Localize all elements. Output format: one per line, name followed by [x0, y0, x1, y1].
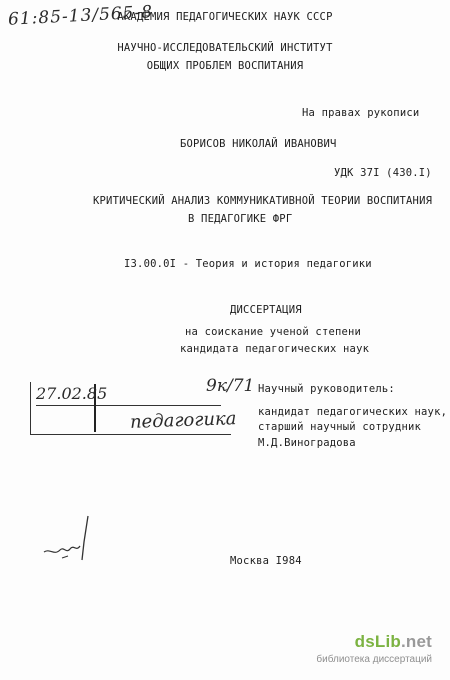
dslib-logo-tld: .net — [400, 632, 432, 651]
handwritten-word: педагогика — [129, 408, 237, 433]
degree-line-1: на соискание ученой степени — [185, 326, 362, 338]
udc-code: УДК 37I (430.I) — [334, 167, 432, 179]
handwritten-code: 9к/71 — [206, 376, 255, 396]
degree-line-2: кандидата педагогических наук — [180, 343, 370, 355]
supervisor-name: М.Д.Виноградова — [258, 437, 356, 449]
dissertation-title-line-2: В ПЕДАГОГИКЕ ФРГ — [188, 213, 293, 225]
institution-line-2: НАУЧНО-ИССЛЕДОВАТЕЛЬСКИЙ ИНСТИТУТ — [117, 42, 333, 54]
specialty-code: I3.00.0I - Теория и история педагогики — [124, 258, 372, 270]
archive-code: 61:85-13/565-8 — [7, 2, 154, 30]
supervisor-degree: кандидат педагогических наук, — [258, 406, 448, 418]
manuscript-rights: На правах рукописи — [302, 107, 420, 119]
dissertation-title-line-1: КРИТИЧЕСКИЙ АНАЛИЗ КОММУНИКАТИВНОЙ ТЕОРИИ ВОСПИТАНИЯ — [93, 195, 433, 207]
dslib-logo-main: dsLib — [354, 632, 401, 651]
dslib-subtitle: библиотека диссертаций — [316, 654, 432, 665]
supervisor-position: старший научный сотрудник — [258, 421, 422, 433]
institution-line-3: ОБЩИХ ПРОБЛЕМ ВОСПИТАНИЯ — [146, 60, 304, 72]
handwritten-date: 27.02.85 — [36, 384, 108, 403]
supervisor-heading: Научный руководитель: — [258, 383, 395, 395]
institution-line-1: АКАДЕМИЯ ПЕДАГОГИЧЕСКИХ НАУК СССР — [117, 11, 333, 23]
library-stamp-divider — [36, 405, 221, 406]
place-year: Москва I984 — [230, 555, 302, 567]
document-type: ДИССЕРТАЦИЯ — [230, 304, 302, 316]
handwritten-signature — [40, 512, 110, 567]
author-name: БОРИСОВ НИКОЛАЙ ИВАНОВИЧ — [180, 138, 337, 150]
dslib-watermark — [316, 632, 432, 665]
dslib-logo — [316, 632, 432, 652]
